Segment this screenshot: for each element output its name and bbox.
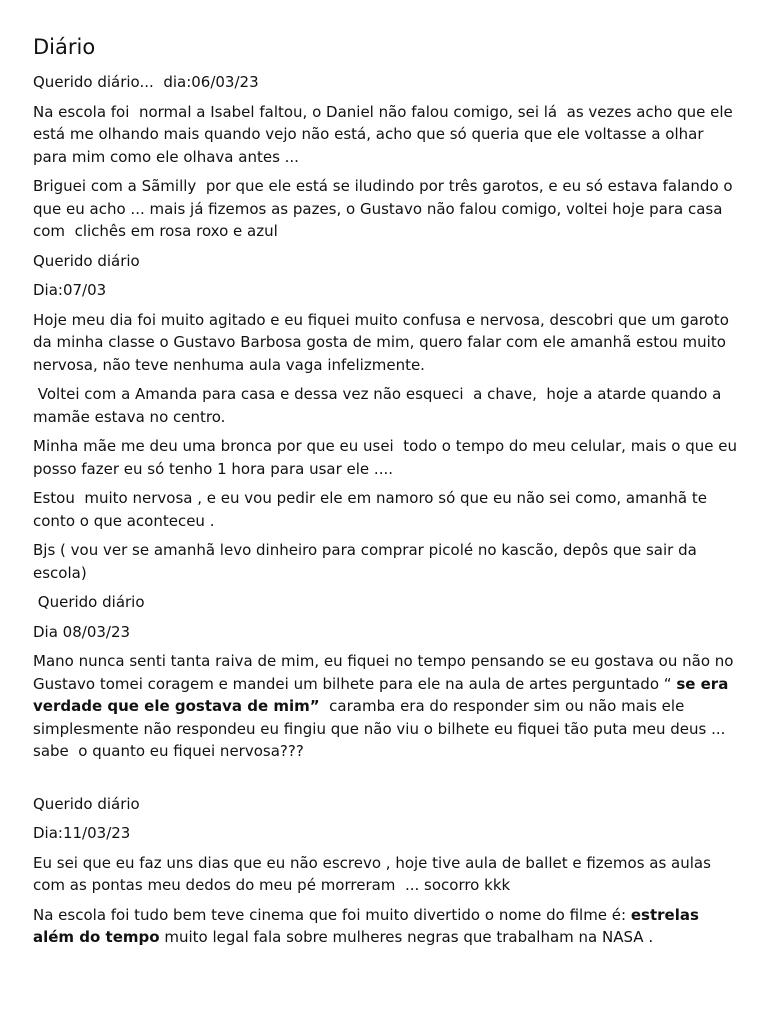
paragraph-text: muito legal fala sobre mulheres negras que trabalham na NASA . — [159, 928, 654, 946]
entry-heading: Querido diário — [33, 794, 140, 813]
paragraph-text: caramba era do responder sim ou não mais ele simplesmente não respondeu eu fingiu que não viu o bilhete eu fiquei tão puta meu deus ... sabe o quanto eu fiquei nervosa??? — [33, 697, 731, 760]
entry-date: Dia:07/03 — [33, 281, 107, 299]
document-page — [33, 34, 742, 956]
paragraph-text: Na escola foi tudo bem teve cinema que foi muito divertido o nome do filme é: — [33, 905, 631, 924]
entry-paragraph — [33, 650, 738, 763]
entry-paragraph: Eu sei que eu faz uns dias que eu não escrevo , hoje tive aula de ballet e fizemos as aulas com as pontas meu dedos do meu pé morreram ... socorro kkk — [33, 853, 716, 894]
entry-paragraph: Minha mãe me deu uma bronca por que eu usei todo o tempo do meu celular, mais o que eu posso fazer eu só tenho 1 hora para usar ele .... — [33, 437, 742, 478]
entry-date: Dia:11/03/23 — [33, 824, 131, 842]
entry-date: Dia 08/03/23 — [33, 622, 131, 641]
bold-phrase: se era verdade que ele gostava de mim” — [33, 674, 734, 715]
entry-heading: Querido diário — [33, 251, 140, 270]
paragraph-text: Mano nunca senti tanta raiva de mim, eu fiquei no tempo pensando se eu gostava ou não no Gustavo tomei coragem e mandei um bilhete para ele na aula de artes perguntado “ — [33, 652, 739, 693]
entry-paragraph: Estou muito nervosa , e eu vou pedir ele em namoro só que eu não sei como, amanhã te conto o que aconteceu . — [33, 489, 712, 530]
entry-paragraph: Briguei com a Sãmilly por que ele está se iludindo por três garotos, e eu só estava falando o que eu acho ... mais já fizemos as pazes, o Gustavo não falou comigo, voltei hoje para casa com clichês em rosa roxo e azul — [33, 177, 738, 240]
entry-paragraph: Bjs ( vou ver se amanhã levo dinheiro para comprar picolé no kascão, depôs que sair da escola) — [33, 541, 702, 582]
entry-heading: Querido diário — [33, 593, 145, 611]
document-title: Diário — [33, 35, 96, 59]
bold-phrase: estrelas além do tempo — [33, 905, 705, 946]
entry-paragraph: Hoje meu dia foi muito agitado e eu fiquei muito confusa e nervosa, descobri que um garoto da minha classe o Gustavo Barbosa gosta de mim, quero falar com ele amanhã estou muito nervosa, não teve nenhuma aula vaga infelizmente. — [33, 310, 734, 374]
entry-heading: Querido diário... dia:06/03/23 — [33, 73, 259, 91]
entry-paragraph: Voltei com a Amanda para casa e dessa vez não esqueci a chave, hoje a atarde quando a mamãe estava no centro. — [33, 385, 727, 426]
entry-paragraph — [33, 904, 738, 949]
entry-paragraph: Na escola foi normal a Isabel faltou, o Daniel não falou comigo, sei lá as vezes acho que ele está me olhando mais quando vejo não está, acho que só queria que ele voltasse a olhar para mim como ele olhava antes ... — [33, 102, 738, 166]
blank-line — [33, 770, 738, 793]
